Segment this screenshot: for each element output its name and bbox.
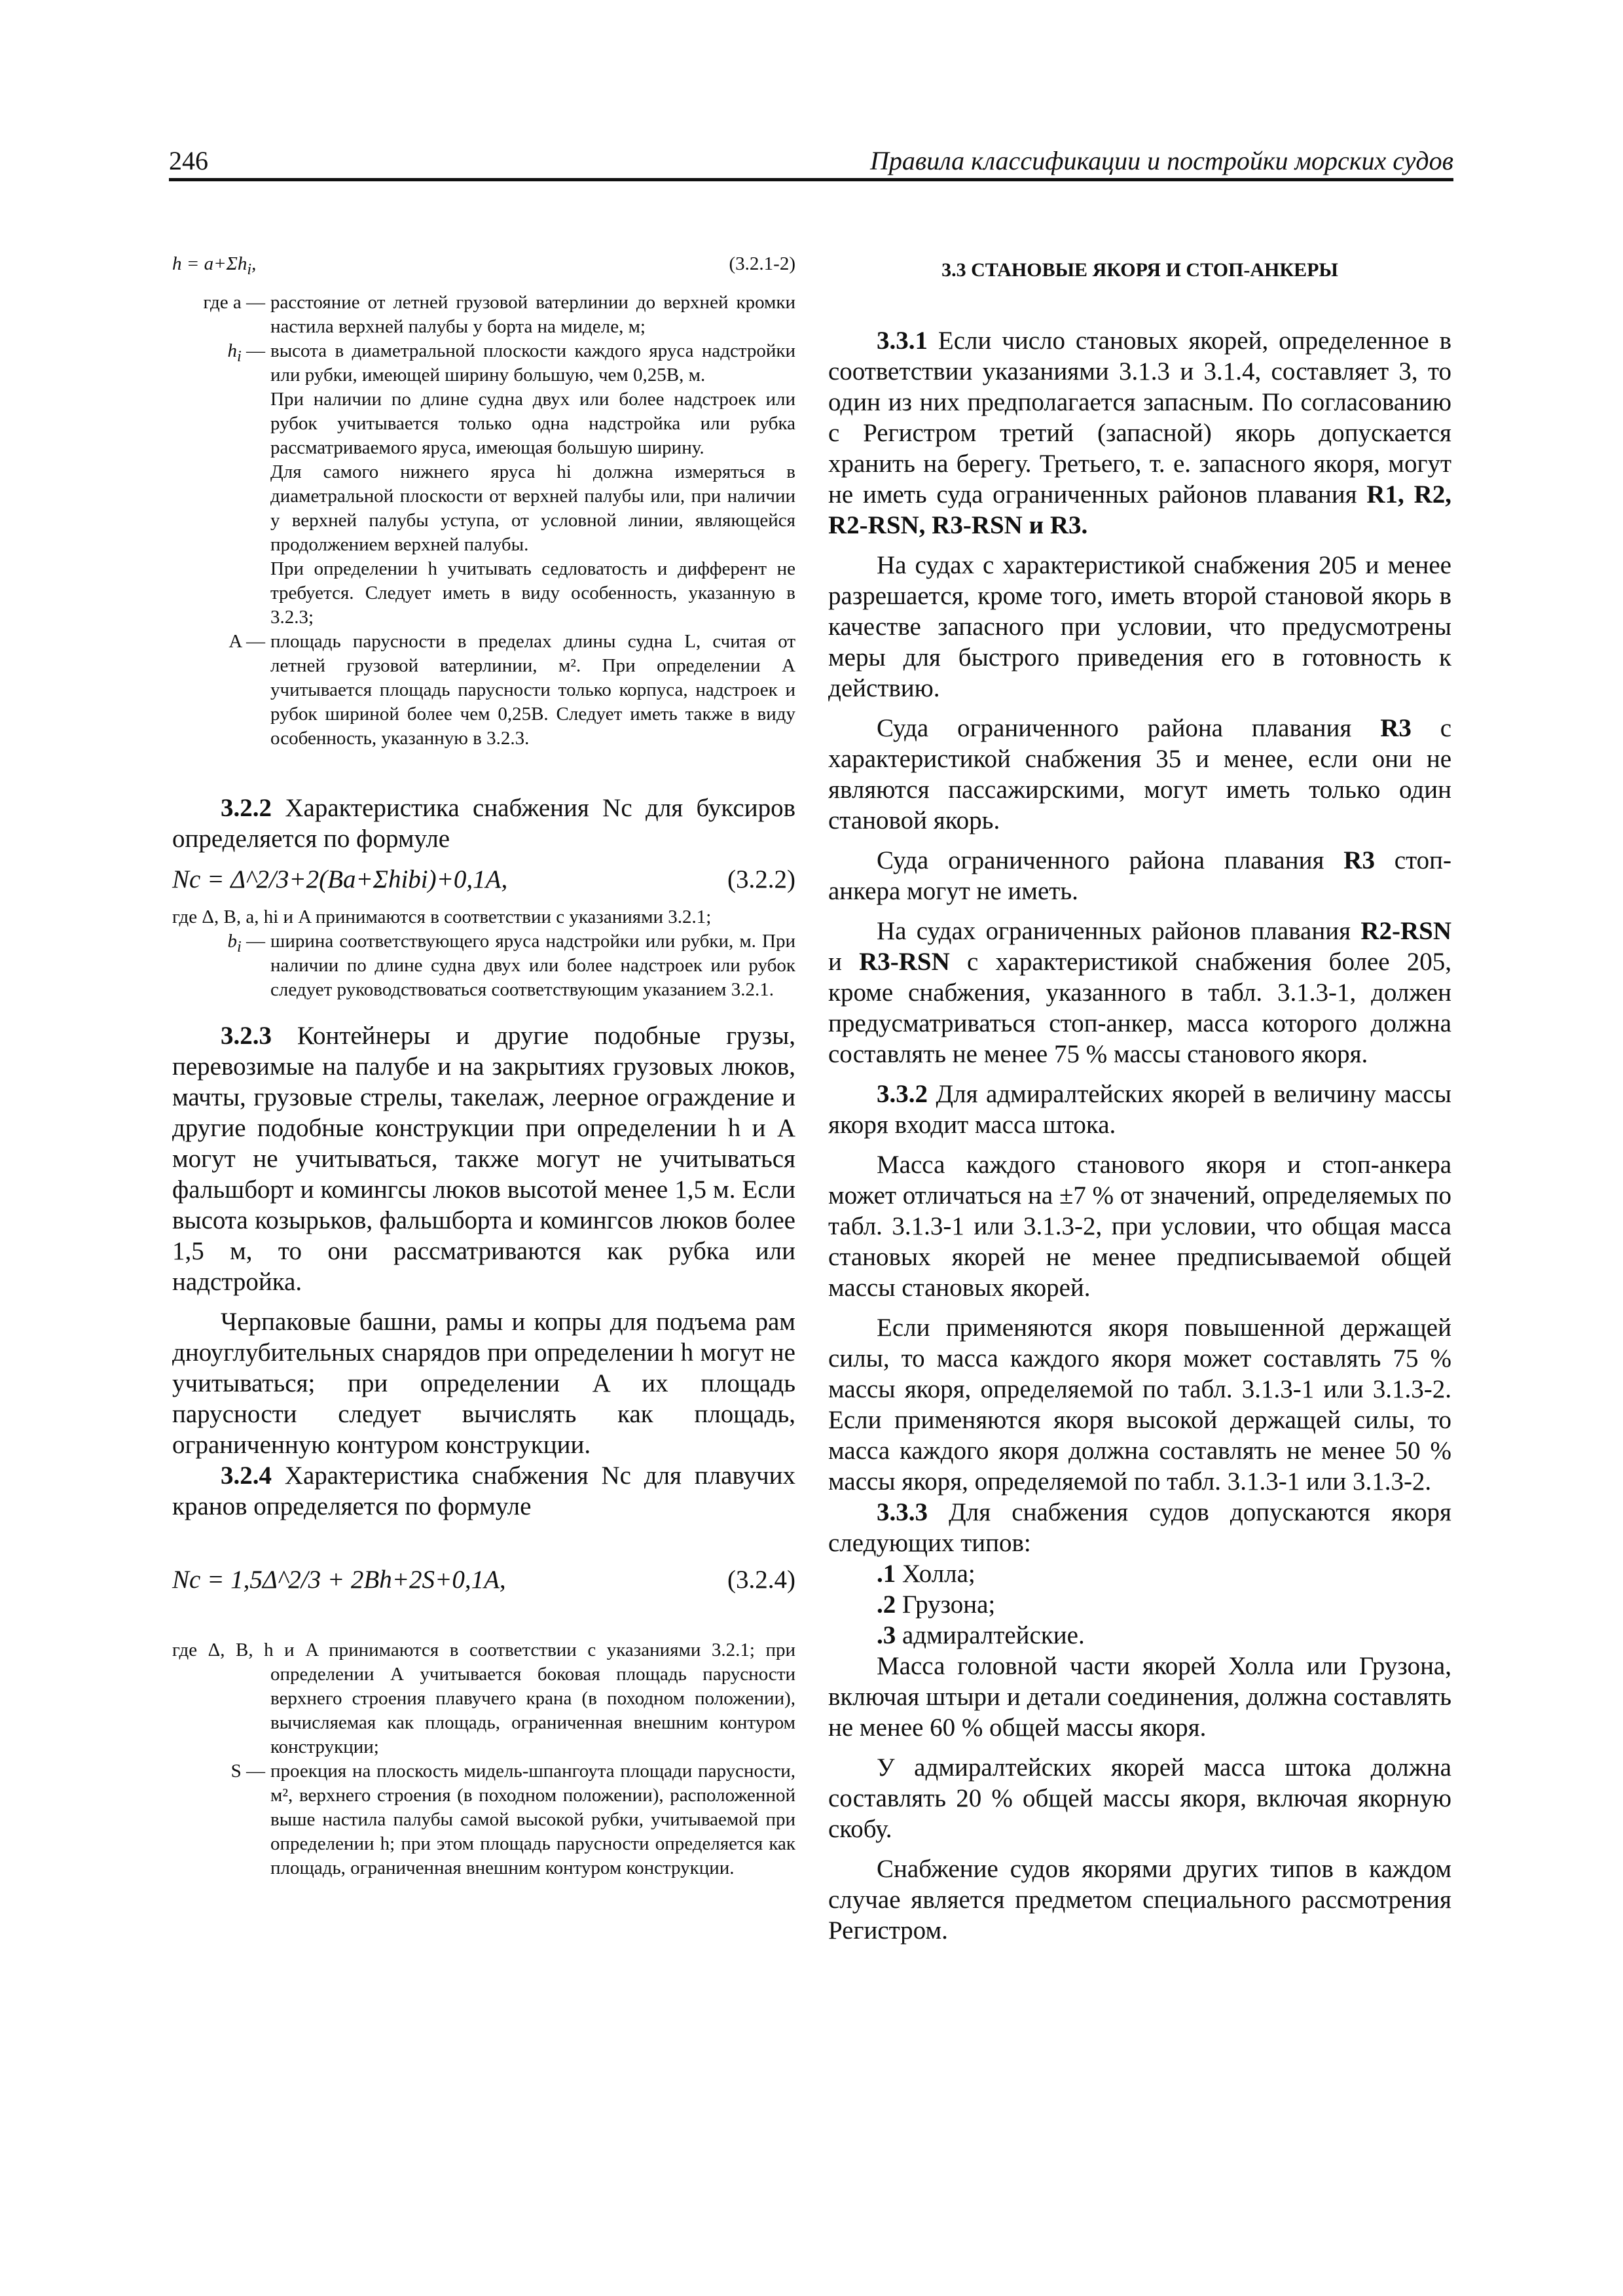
paragraph-3-2-3: 3.2.3 Контейнеры и другие подобные грузы, перевозимые на палубе и на закрытиях грузовых люков, мачты, грузовые стрелы, такелаж, леерное ограждение и другие подобные конструкции при определении h и A могут не учитываться, также могут не учитываться фальшборт и комингсы люков высотой менее 1,5 м. Если высота козырьков, фальшборта и комингсов люков более 1,5 м, то они рассматриваются как рубка или надстройка.	[172, 1021, 795, 1296]
paragraph: Снабжение судов якорями других типов в каждом случае является предметом специального рассмотрения Регистром.	[828, 1855, 1451, 1945]
left-column	[172, 252, 795, 1880]
section-title: 3.3 СТАНОВЫЕ ЯКОРЯ И СТОП-АНКЕРЫ	[941, 259, 1338, 281]
definition-hi-note-3: При определении h учитывать седловатость и дифферент не требуется. Следует иметь в виду особенность, указанную в 3.2.3;	[270, 558, 795, 628]
definition-hi-note-2: Для самого нижнего яруса hi должна измеряться в диаметральной плоскости от верхней палубы или, при наличии у верхней палубы уступа, от условной линии, являющейся продолжением верхней палубы.	[270, 461, 795, 555]
formula-expression: Nc = Δ^2/3+2(Ba+Σhibi)+0,1A,	[172, 865, 508, 893]
formula-3-2-1-2	[172, 252, 795, 281]
paragraph-3-2-2: 3.2.2 Характеристика снабжения Nc для буксиров определяется по формуле	[172, 793, 795, 853]
formula-number: (3.2.2)	[727, 865, 795, 893]
list-item: .1 Холла;	[877, 1560, 976, 1588]
formula-definitions	[172, 291, 795, 751]
list-item: .2 Грузона;	[877, 1590, 996, 1619]
definition-bi: $b_i$ — ширина соответствующего яруса надстройки или рубки, м. При наличии по длине судна двух или более надстроек или рубок следует руководствоваться соответствующим указанием 3.2.1.	[227, 930, 795, 1000]
formula-3-2-4	[172, 1564, 795, 1596]
paragraph: Суда ограниченного района плавания R3 с характеристикой снабжения 35 и менее, если они не являются пассажирскими, могут иметь только один становой якорь.	[828, 714, 1451, 834]
formula-3-2-2	[172, 863, 795, 896]
definition-hi: $h_i$ — высота в диаметральной плоскости каждого яруса надстройки или рубки, имеющей ширину большую, чем 0,25B, м.	[227, 340, 795, 386]
formula-expression: Nc = 1,5Δ^2/3 + 2Bh+2S+0,1A,	[172, 1565, 506, 1594]
right-column	[828, 252, 1451, 1946]
page-header	[169, 145, 1453, 182]
paragraph: На судах ограниченных районов плавания R2-RSN и R3-RSN с характеристикой снабжения более 205, кроме снабжения, указанного в табл. 3.1.3-1, должен предусматриваться стоп-анкер, масса которого должна составлять не менее 75 % массы станового якоря.	[828, 917, 1451, 1068]
paragraph-3-2-3-cont: Черпаковые башни, рамы и копры для подъема рам дноуглубительных снарядов при определении h могут не учитываться; при определении A их площадь парусности следует вычислять как площадь, ограниченную контуром конструкции.	[172, 1307, 795, 1459]
paragraph-3-2-4: 3.2.4 Характеристика снабжения Nc для плавучих кранов определяется по формуле	[172, 1461, 795, 1520]
definition-hi-note-1: При наличии по длине судна двух или более надстроек или рубок учитывается только одна надстройка или рубка рассматриваемого яруса, имеющая большую ширину.	[270, 388, 795, 458]
paragraph: Масса каждого станового якоря и стоп-анкера может отличаться на ±7 % от значений, определяемых по табл. 3.1.3-1 или 3.1.3-2, при условии, что общая масса становых якорей не менее предписываемой общей массы становых якорей.	[828, 1151, 1451, 1302]
definitions-intro: где Δ, B, h и A принимаются в соответствии с указаниями 3.2.1; при определении А учитывается боковая площадь парусности верхнего строения плавучего крана (в походном положении), вычисляемая как площадь, ограниченная внешним контуром конструкции;	[172, 1639, 795, 1757]
definition-a: где a — расстояние от летней грузовой ватерлинии до верхней кромки настила верхней палубы у борта на миделе, м;	[203, 291, 795, 337]
paragraph-3-3-2: 3.3.2 Для адмиралтейских якорей в величину массы якоря входит масса штока.	[828, 1080, 1451, 1139]
running-title: Правила классификации и постройки морских судов	[869, 146, 1453, 175]
paragraph: Масса головной части якорей Холла или Грузона, включая штыри и детали соединения, должна составлять не менее 60 % общей массы якоря.	[828, 1652, 1451, 1742]
page-number: 246	[169, 146, 208, 175]
paragraph: У адмиралтейских якорей масса штока должна составлять 20 % общей массы якоря, включая якорную скобу.	[828, 1753, 1451, 1843]
header-rule	[169, 178, 1453, 181]
definitions-intro: где Δ, B, a, hi и A принимаются в соответствии с указаниями 3.2.1;	[172, 906, 712, 927]
paragraph-3-3-1: 3.3.1 Если число становых якорей, определенное в соответствии указаниями 3.1.3 и 3.1.4, составляет 3, то один из них предполагается запасным. По согласованию с Регистром третий (запасной) якорь допускается хранить на берегу. Третьего, т. е. запасного якоря, могут не иметь суда ограниченных районов плавания R1, R2, R2-RSN, R3-RSN и R3.	[828, 327, 1451, 539]
formula-number: (3.2.1-2)	[729, 253, 795, 274]
formula-number: (3.2.4)	[727, 1565, 795, 1594]
paragraph: Суда ограниченного района плавания R3 стоп-анкера могут не иметь.	[828, 846, 1452, 905]
formula-definitions-2	[172, 905, 795, 1002]
paragraph-3-3-3: 3.3.3 Для снабжения судов допускаются якоря следующих типов:	[828, 1498, 1451, 1557]
formula-expression: $h = a+\Sigma h_i$,	[172, 253, 257, 278]
paragraph: На судах с характеристикой снабжения 205 и менее разрешается, кроме того, иметь второй становой якорь в качестве запасного при условии, что предусмотрены меры для быстрого приведения его в готовность к действию.	[828, 551, 1451, 702]
definition-A: A — площадь парусности в пределах длины судна L, считая от летней грузовой ватерлинии, м². При определении A учитывается площадь парусности только корпуса, надстроек и рубок шириной более чем 0,25B. Следует иметь также в виду особенность, указанную в 3.2.3.	[228, 630, 795, 749]
paragraph: Если применяются якоря повышенной держащей силы, то масса каждого якоря может составлять 75 % массы якоря, определяемой по табл. 3.1.3-1 или 3.1.3-2. Если применяются якоря высокой держащей силы, то масса каждого якоря должна составлять не менее 50 % массы якоря, определяемой по табл. 3.1.3-1 или 3.1.3-2.	[828, 1314, 1451, 1496]
definition-S: S — проекция на плоскость мидель-шпангоута площади парусности, м², верхнего строения (в походном положении), расположенной выше настила палубы самой высокой рубки, учитываемой при определении h; при этом площадь парусности определяется как площадь, ограниченная внешним контуром конструкции.	[230, 1760, 795, 1878]
list-item: .3 адмиралтейские.	[877, 1621, 1085, 1649]
formula-definitions-3	[172, 1638, 795, 1880]
